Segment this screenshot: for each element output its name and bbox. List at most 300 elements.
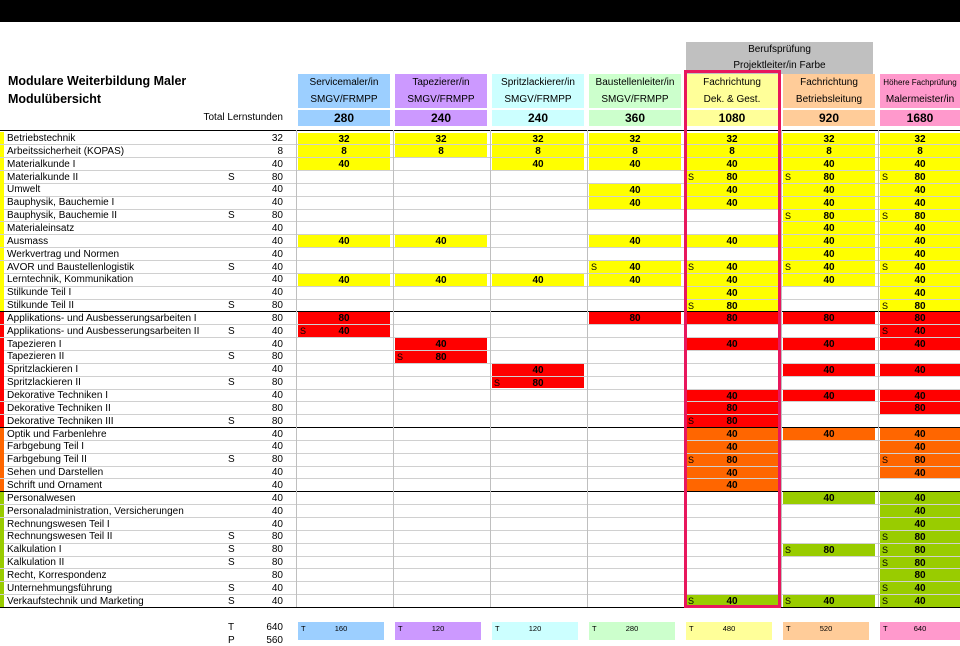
row-label: Dekorative Techniken I (7, 390, 108, 401)
module-cell (589, 261, 681, 273)
module-cell-s-flag: S (785, 544, 792, 555)
module-cell-hours: 40 (726, 339, 738, 350)
module-cell (880, 364, 960, 376)
row-color-marker (0, 132, 4, 145)
module-cell (395, 133, 487, 145)
module-cell-hours: 80 (914, 454, 926, 466)
module-cell-hours: 8 (729, 146, 735, 158)
row-label: Kalkulation I (7, 544, 62, 556)
module-cell (880, 492, 960, 504)
module-cell (880, 428, 960, 440)
row-color-marker (0, 376, 4, 389)
module-cell-hours: 40 (629, 274, 641, 286)
module-cell-hours: 40 (823, 184, 835, 196)
footer-t-cell-baustellenleiter (589, 622, 675, 640)
row-color-marker (0, 582, 4, 595)
module-cell-hours: 80 (726, 416, 738, 428)
module-cell-hours: 80 (914, 570, 926, 582)
module-cell-hours: 32 (914, 133, 926, 145)
module-cell-hours: 40 (823, 274, 835, 286)
row-color-marker (0, 248, 4, 261)
row-s-flag: S (228, 261, 235, 273)
table-bottom-rule (0, 607, 960, 608)
module-cell-hours: 8 (535, 146, 541, 158)
module-cell-hours: 80 (629, 313, 641, 325)
row-color-marker (0, 530, 4, 543)
module-cell-hours: 40 (914, 184, 926, 196)
module-cell (880, 312, 960, 324)
row-hours: 40 (271, 197, 283, 209)
footer-t-value: 120 (528, 624, 542, 633)
row-label: Optik und Farbenlehre (7, 428, 107, 440)
row-s-flag: S (228, 300, 235, 312)
module-cell (492, 274, 584, 286)
row-hours: 40 (271, 505, 283, 517)
module-cell-hours: 40 (629, 236, 641, 248)
module-cell-s-flag: S (688, 262, 695, 272)
module-cell (783, 492, 875, 504)
module-cell (783, 544, 875, 556)
module-cell (880, 145, 960, 157)
module-cell-hours: 40 (435, 274, 447, 286)
module-cell (589, 133, 681, 145)
module-cell-s-flag: S (494, 377, 501, 388)
module-cell-hours: 40 (914, 159, 926, 171)
module-cell (298, 145, 390, 157)
row-hours: 40 (271, 364, 283, 376)
row-s-flag: S (228, 377, 235, 389)
module-cell-s-flag: S (882, 531, 889, 542)
footer-t-cell-tapezierer (395, 622, 481, 640)
module-cell (880, 248, 960, 260)
module-cell-hours: 40 (338, 236, 350, 248)
column-total-tapezierer: 240 (395, 110, 487, 126)
row-color-marker (0, 505, 4, 518)
footer-t-cell-malermeister (880, 622, 960, 640)
module-cell (395, 145, 487, 157)
module-cell-hours: 80 (914, 172, 926, 183)
footer-p-total: 560 (266, 635, 283, 646)
module-cell (880, 210, 960, 222)
row-hours: 40 (271, 595, 283, 607)
column-header-tapezierer-title: Tapezierer/in (395, 74, 487, 92)
module-cell (783, 390, 875, 402)
module-cell-s-flag: S (300, 326, 307, 337)
module-cell-hours: 32 (338, 133, 350, 145)
module-cell (783, 248, 875, 260)
row-hours: 40 (271, 518, 283, 530)
module-cell-hours: 40 (823, 249, 835, 260)
column-gridline (781, 130, 782, 607)
module-cell-hours: 40 (726, 596, 738, 607)
module-cell (880, 171, 960, 183)
module-cell (589, 158, 681, 170)
footer-t-value: 480 (722, 624, 736, 633)
module-cell-hours: 32 (532, 133, 544, 145)
module-cell-hours: 40 (726, 262, 738, 273)
row-color-marker (0, 325, 4, 338)
module-cell-hours: 8 (438, 146, 444, 158)
row-hours: 80 (271, 300, 283, 312)
module-cell-hours: 40 (914, 236, 926, 248)
module-cell-hours: 80 (726, 313, 738, 325)
module-cell-hours: 40 (629, 159, 641, 171)
row-color-marker (0, 286, 4, 299)
row-label: Applikations- und Ausbesserungsarbeiten I (7, 312, 197, 324)
footer-p-label: P (228, 635, 235, 646)
module-cell (298, 235, 390, 247)
footer-t-value: 160 (334, 624, 348, 633)
row-label: Dekorative Techniken II (7, 402, 111, 414)
footer-t-mark: T (883, 624, 888, 633)
module-cell-s-flag: S (882, 210, 889, 221)
footer-t-cell-fachrichtung-dek (686, 622, 772, 640)
row-hours: 40 (271, 428, 283, 440)
row-label: Tapezieren I (7, 338, 62, 350)
row-color-marker (0, 171, 4, 184)
row-color-marker (0, 145, 4, 158)
module-cell-hours: 40 (726, 467, 738, 479)
module-cell-hours: 80 (726, 300, 738, 312)
module-cell-hours: 40 (914, 506, 926, 517)
module-cell-hours: 80 (532, 377, 544, 389)
module-cell-s-flag: S (688, 454, 695, 465)
module-cell-hours: 80 (823, 544, 835, 556)
footer-t-label: T (228, 622, 235, 633)
row-label: Materialkunde II (7, 171, 79, 183)
module-cell-hours: 80 (914, 210, 926, 222)
footer-t-mark: T (495, 624, 500, 633)
module-cell-hours: 40 (532, 364, 544, 376)
row-color-marker (0, 492, 4, 505)
module-cell-s-flag: S (882, 544, 889, 555)
module-cell-hours: 40 (823, 493, 835, 505)
row-hours: 80 (271, 557, 283, 569)
module-cell (783, 158, 875, 170)
row-color-marker (0, 235, 4, 248)
group-header-line1: Berufsprüfung (748, 44, 811, 55)
row-hours: 32 (271, 133, 283, 144)
module-cell-hours: 80 (914, 531, 926, 543)
module-cell (783, 133, 875, 145)
module-cell-s-flag: S (688, 300, 695, 311)
footer-t-cell-servicemaler (298, 622, 384, 640)
row-s-flag: S (228, 351, 235, 363)
module-cell (880, 300, 960, 312)
module-cell (298, 325, 390, 337)
module-cell (880, 595, 960, 607)
module-cell-hours: 32 (823, 133, 835, 145)
column-total-fachrichtung-betr: 920 (783, 110, 875, 126)
row-color-marker (0, 261, 4, 274)
row-label: Stilkunde Teil I (7, 287, 72, 299)
module-cell (880, 133, 960, 145)
row-hours: 40 (271, 467, 283, 479)
row-s-flag: S (228, 531, 235, 543)
module-cell-hours: 40 (914, 467, 926, 479)
row-hours: 40 (271, 492, 283, 504)
row-label: Tapezieren II (7, 351, 65, 363)
module-cell (589, 197, 681, 209)
module-cell-hours: 40 (914, 339, 926, 350)
module-cell-s-flag: S (882, 300, 889, 311)
module-cell-hours: 40 (914, 287, 926, 299)
module-cell-hours: 8 (341, 146, 347, 158)
row-color-marker (0, 543, 4, 556)
module-cell-hours: 40 (823, 197, 835, 209)
module-cell (880, 505, 960, 517)
module-cell-hours: 80 (914, 403, 926, 415)
module-cell (589, 145, 681, 157)
module-cell-s-flag: S (882, 596, 889, 607)
row-s-flag: S (228, 582, 235, 594)
module-cell (298, 312, 390, 324)
row-label: AVOR und Baustellenlogistik (7, 261, 135, 273)
module-cell-hours: 8 (826, 146, 832, 158)
column-total-fachrichtung-dek: 1080 (686, 110, 778, 126)
module-cell-hours: 40 (914, 364, 926, 376)
module-cell (880, 274, 960, 286)
module-cell (298, 133, 390, 145)
module-cell-hours: 80 (914, 544, 926, 556)
row-color-marker (0, 299, 4, 312)
row-hours: 80 (271, 402, 283, 414)
column-header-servicemaler-subtitle: SMGV/FRMPP (298, 92, 390, 108)
module-cell-hours: 40 (726, 197, 738, 209)
row-hours: 40 (271, 158, 283, 170)
total-hours-label: Total Lernstunden (203, 112, 283, 123)
module-cell-hours: 40 (726, 274, 738, 286)
row-label: Applikations- und Ausbesserungsarbeiten II (7, 325, 200, 337)
row-label: Spritzlackieren I (7, 364, 79, 376)
module-cell-hours: 40 (914, 493, 926, 505)
row-hours: 40 (271, 325, 283, 337)
module-cell (395, 274, 487, 286)
row-color-marker (0, 440, 4, 453)
module-cell (880, 467, 960, 479)
module-cell-hours: 40 (726, 236, 738, 248)
row-label: Bauphysik, Bauchemie I (7, 197, 115, 209)
row-s-flag: S (228, 557, 235, 569)
module-cell-hours: 80 (914, 300, 926, 312)
module-cell-s-flag: S (785, 262, 792, 272)
module-cell-s-flag: S (688, 172, 695, 183)
row-label: Farbgebung Teil I (7, 441, 85, 453)
module-cell-hours: 40 (823, 390, 835, 402)
module-cell (589, 312, 681, 324)
footer-t-value: 640 (913, 624, 927, 633)
row-hours: 40 (271, 287, 283, 299)
row-color-marker (0, 518, 4, 531)
module-cell (880, 184, 960, 196)
row-color-marker (0, 402, 4, 415)
column-header-spritzlackierer-subtitle: SMGV/FRMPP (492, 92, 584, 108)
row-color-marker (0, 569, 4, 582)
module-cell (783, 312, 875, 324)
row-label: Personaladministration, Versicherungen (7, 505, 184, 517)
row-hours: 40 (271, 441, 283, 453)
module-cell-s-flag: S (591, 262, 598, 272)
module-cell-hours: 80 (726, 454, 738, 466)
column-gridline (490, 130, 491, 607)
row-hours: 8 (277, 145, 283, 157)
module-cell (880, 261, 960, 273)
row-hours: 80 (271, 312, 283, 324)
footer-t-mark: T (786, 624, 791, 633)
module-cell (783, 428, 875, 440)
module-cell (880, 222, 960, 234)
module-cell-hours: 40 (726, 159, 738, 171)
footer-t-mark: T (301, 624, 306, 633)
module-cell (298, 274, 390, 286)
module-cell-s-flag: S (882, 172, 889, 183)
column-header-malermeister-title: Höhere Fachprüfung (880, 74, 960, 92)
column-total-malermeister: 1680 (880, 110, 960, 126)
module-cell-hours: 40 (823, 429, 835, 440)
row-label: Spritzlackieren II (7, 377, 81, 389)
row-color-marker (0, 338, 4, 351)
column-total-servicemaler: 280 (298, 110, 390, 126)
row-s-flag: S (228, 415, 235, 427)
column-gridline (878, 130, 879, 607)
module-cell-s-flag: S (688, 416, 695, 427)
module-cell (783, 145, 875, 157)
row-s-flag: S (228, 171, 235, 183)
module-cell (880, 338, 960, 350)
column-header-fachrichtung-betr-subtitle: Betriebsleitung (783, 92, 875, 108)
module-cell (783, 595, 875, 607)
row-hours: 80 (271, 377, 283, 389)
module-cell-hours: 40 (338, 159, 350, 171)
row-label: Rechnungswesen Teil I (7, 518, 110, 530)
module-cell-hours: 80 (435, 351, 447, 363)
row-hours: 40 (271, 261, 283, 273)
module-cell-hours: 40 (338, 326, 350, 338)
module-cell (880, 325, 960, 337)
row-hours: 40 (271, 235, 283, 247)
row-color-marker (0, 273, 4, 286)
row-label: Bauphysik, Bauchemie II (7, 210, 118, 222)
module-cell (298, 158, 390, 170)
footer-t-value: 280 (625, 624, 639, 633)
row-hours: 40 (271, 390, 283, 401)
module-cell-hours: 80 (726, 172, 738, 183)
footer-t-mark: T (592, 624, 597, 633)
module-cell-hours: 40 (823, 236, 835, 248)
module-cell-hours: 40 (914, 429, 926, 440)
module-cell-hours: 40 (914, 583, 926, 595)
row-hours: 40 (271, 338, 283, 350)
module-cell (783, 197, 875, 209)
module-cell-hours: 40 (726, 184, 738, 196)
row-label: Lerntechnik, Kommunikation (7, 274, 134, 286)
row-hours: 40 (271, 479, 283, 491)
row-color-marker (0, 209, 4, 222)
module-cell (880, 287, 960, 299)
row-label: Materialkunde I (7, 158, 76, 170)
module-cell-hours: 40 (914, 223, 926, 235)
footer-t-cell-fachrichtung-betr (783, 622, 869, 640)
module-cell (880, 531, 960, 543)
column-header-tapezierer-subtitle: SMGV/FRMPP (395, 92, 487, 108)
module-cell-hours: 32 (435, 133, 447, 145)
module-cell (880, 582, 960, 594)
module-cell (589, 235, 681, 247)
module-cell-hours: 8 (632, 146, 638, 158)
highlight-box (684, 70, 781, 608)
row-s-flag: S (228, 325, 235, 337)
column-header-spritzlackierer-title: Spritzlackierer/in (492, 74, 584, 92)
module-cell-hours: 40 (629, 262, 641, 273)
module-cell-hours: 40 (338, 274, 350, 286)
row-label: Betriebstechnik (7, 133, 76, 144)
module-cell (783, 274, 875, 286)
module-cell (880, 390, 960, 402)
module-cell-s-flag: S (397, 351, 404, 362)
column-header-baustellenleiter-title: Baustellenleiter/in (589, 74, 681, 92)
row-color-marker (0, 363, 4, 376)
row-color-marker (0, 415, 4, 428)
module-cell (880, 557, 960, 569)
module-cell (880, 402, 960, 414)
module-cell-hours: 40 (629, 184, 641, 196)
row-hours: 80 (271, 531, 283, 543)
group-header-line2: Projektleiter/in Farbe (733, 60, 826, 71)
module-cell (492, 145, 584, 157)
row-label: Stilkunde Teil II (7, 300, 75, 312)
module-cell-hours: 80 (726, 403, 738, 415)
module-cell-hours: 80 (338, 313, 350, 325)
row-label: Unternehmungsführung (7, 582, 113, 594)
module-cell-hours: 40 (823, 223, 835, 235)
module-cell-s-flag: S (882, 583, 889, 594)
module-cell-hours: 40 (532, 274, 544, 286)
row-hours: 80 (271, 569, 283, 581)
module-cell-s-flag: S (785, 172, 792, 183)
module-cell (589, 274, 681, 286)
module-cell-hours: 40 (726, 480, 738, 492)
row-s-flag: S (228, 595, 235, 607)
section-divider (0, 311, 960, 312)
column-total-spritzlackierer: 240 (492, 110, 584, 126)
row-hours: 80 (271, 171, 283, 183)
row-label: Rechnungswesen Teil II (7, 531, 113, 543)
column-gridline (296, 130, 297, 607)
module-cell-hours: 40 (823, 596, 835, 607)
module-cell-hours: 80 (823, 172, 835, 183)
module-cell-hours: 40 (726, 390, 738, 402)
module-cell (880, 441, 960, 453)
row-hours: 40 (271, 248, 283, 260)
row-label: Schrift und Ornament (7, 479, 103, 491)
column-gridline (393, 130, 394, 607)
column-gridline (587, 130, 588, 607)
module-cell (880, 544, 960, 556)
module-cell-s-flag: S (882, 557, 889, 568)
sheet-title: Modulare Weiterbildung Maler (8, 74, 187, 88)
module-cell (783, 222, 875, 234)
row-hours: 40 (271, 184, 283, 196)
module-cell-hours: 40 (726, 287, 738, 299)
module-cell (492, 158, 584, 170)
module-cell-hours: 40 (435, 339, 447, 350)
row-hours: 40 (271, 222, 283, 234)
module-cell-hours: 8 (917, 146, 923, 158)
row-color-marker (0, 158, 4, 171)
module-cell-hours: 40 (914, 441, 926, 453)
row-hours: 40 (271, 274, 283, 286)
header-rule (0, 130, 960, 131)
